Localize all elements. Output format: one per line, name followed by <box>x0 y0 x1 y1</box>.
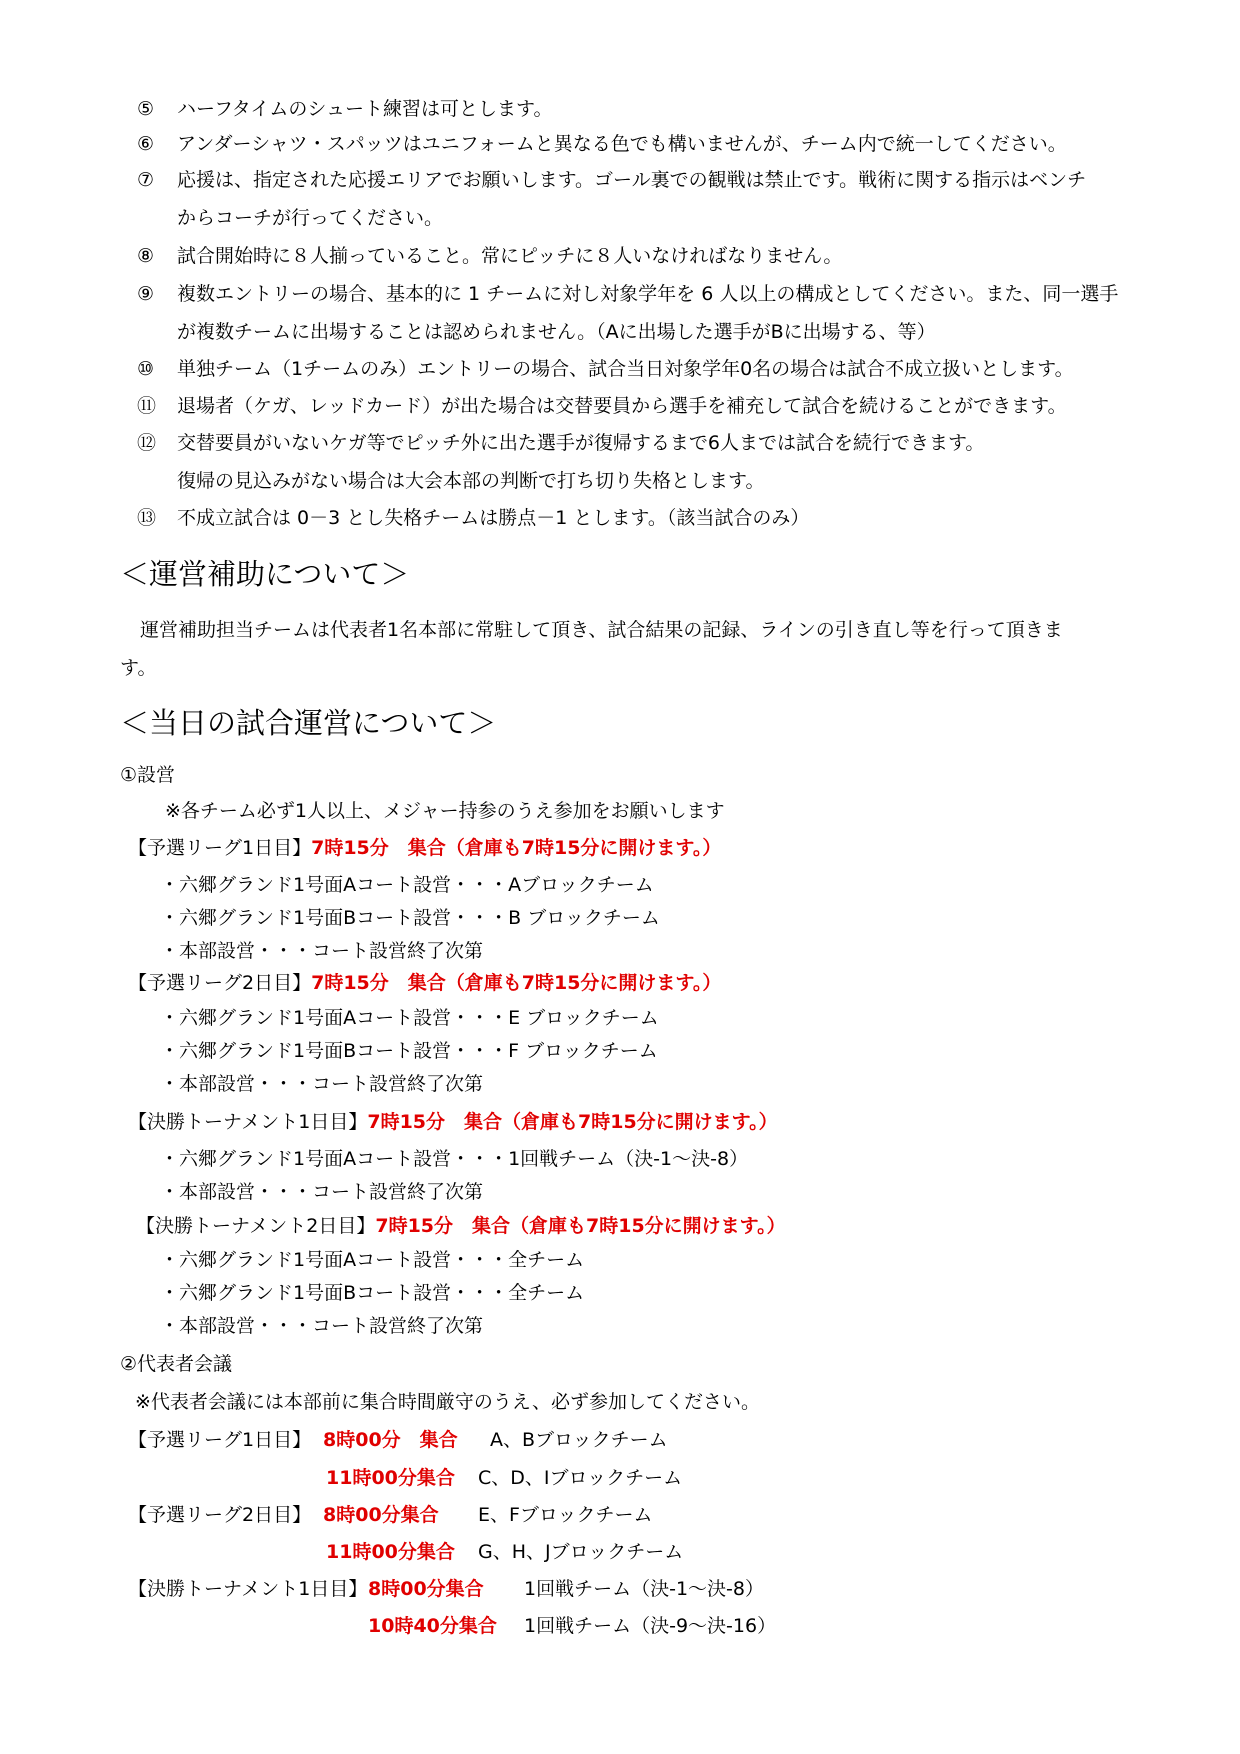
rule-text: 複数エントリーの場合、基本的に 1 チームに対し対象学年を 6 人以上の構成としてください。また、同一選手 <box>177 283 1119 305</box>
block-time: 7時15分 集合（倉庫も7時15分に開けます。） <box>311 837 722 859</box>
rule-text: 単独チーム（1チームのみ）エントリーの場合、試合当日対象学年0名の場合は試合不成立扱いとします。 <box>177 358 1074 380</box>
rule-number: ⑫ <box>137 432 157 454</box>
rule-12 <box>137 431 984 455</box>
setup-item: ・六郷グランド1号面Aコート設営・・・全チーム <box>160 1249 585 1271</box>
setup-item: ・本部設営・・・コート設営終了次第 <box>160 1073 484 1095</box>
meeting-row-teams: G、H、Jブロックチーム <box>478 1541 684 1563</box>
setup-item: ・六郷グランド1号面Aコート設営・・・E ブロックチーム <box>160 1007 659 1029</box>
rule-10 <box>137 357 1074 381</box>
setup-note: ※各チーム必ず1人以上、メジャー持参のうえ参加をお願いします <box>165 800 725 822</box>
meeting-row-label: 【決勝トーナメント1日目】 <box>128 1578 368 1600</box>
rule-number: ⑥ <box>137 133 155 155</box>
rule-8 <box>137 244 842 268</box>
meeting-row-teams: A、Bブロックチーム <box>490 1429 668 1451</box>
rule-9-continued: が複数チームに出場することは認められません。（Aに出場した選手がBに出場する、等） <box>177 321 936 343</box>
meeting-row-label: 【予選リーグ1日目】 <box>128 1429 312 1451</box>
setup-item: ・六郷グランド1号面Bコート設営・・・F ブロックチーム <box>160 1040 658 1062</box>
rule-number: ⑬ <box>137 507 157 529</box>
rule-7-continued: からコーチが行ってください。 <box>177 207 444 229</box>
match-heading: ＜当日の試合運営について＞ <box>120 706 497 740</box>
setup-block-1-header <box>128 836 721 860</box>
meeting-row-time: 8時00分 集合 <box>323 1429 458 1451</box>
meeting-row-time: 11時00分集合 <box>326 1467 455 1489</box>
rule-text: 退場者（ケガ、レッドカード）が出た場合は交替要員から選手を補充して試合を続けることができます。 <box>177 395 1067 417</box>
setup-title: ①設営 <box>120 764 176 786</box>
setup-item: ・本部設営・・・コート設営終了次第 <box>160 940 484 962</box>
setup-block-4-header <box>136 1214 786 1238</box>
rule-7 <box>137 168 1086 192</box>
block-label: 【予選リーグ2日目】 <box>128 972 312 994</box>
rule-number: ⑧ <box>137 245 155 267</box>
rule-6 <box>137 132 1067 156</box>
meeting-row-teams: 1回戦チーム（決-9～決-16） <box>524 1615 777 1637</box>
meeting-row-teams: E、Fブロックチーム <box>478 1504 653 1526</box>
setup-item: ・本部設営・・・コート設営終了次第 <box>160 1315 484 1337</box>
rule-text: 応援は、指定された応援エリアでお願いします。ゴール裏での観戦は禁止です。戦術に関する指示はベンチ <box>177 169 1087 191</box>
setup-item: ・六郷グランド1号面Bコート設営・・・全チーム <box>160 1282 585 1304</box>
block-label: 【決勝トーナメント2日目】 <box>136 1215 376 1237</box>
meeting-row-time: 8時00分集合 <box>368 1578 484 1600</box>
rule-text: 不成立試合は 0－3 とし失格チームは勝点－1 とします。（該当試合のみ） <box>177 507 810 529</box>
rule-12-continued: 復帰の見込みがない場合は大会本部の判断で打ち切り失格とします。 <box>177 470 765 492</box>
setup-item: ・六郷グランド1号面Aコート設営・・・Aブロックチーム <box>160 874 654 896</box>
rule-number: ⑪ <box>137 395 157 417</box>
meeting-row-time: 10時40分集合 <box>368 1615 497 1637</box>
rule-9 <box>137 282 1118 306</box>
setup-item: ・六郷グランド1号面Bコート設営・・・B ブロックチーム <box>160 907 660 929</box>
meeting-row-label: 【予選リーグ2日目】 <box>128 1504 312 1526</box>
rule-text: アンダーシャツ・スパッツはユニフォームと異なる色でも構いませんが、チーム内で統一してください。 <box>177 133 1067 155</box>
rule-number: ⑩ <box>137 358 155 380</box>
rule-text: 試合開始時に８人揃っていること。常にピッチに８人いなければなりません。 <box>177 245 843 267</box>
setup-item: ・本部設営・・・コート設営終了次第 <box>160 1181 484 1203</box>
rule-text: ハーフタイムのシュート練習は可とします。 <box>177 98 553 120</box>
block-label: 【決勝トーナメント1日目】 <box>128 1111 368 1133</box>
block-time: 7時15分 集合（倉庫も7時15分に開けます。） <box>367 1111 778 1133</box>
meeting-row-time: 8時00分集合 <box>323 1504 439 1526</box>
rule-number: ⑨ <box>137 283 155 305</box>
block-time: 7時15分 集合（倉庫も7時15分に開けます。） <box>375 1215 786 1237</box>
block-label: 【予選リーグ1日目】 <box>128 837 312 859</box>
rule-number: ⑦ <box>137 169 155 191</box>
rule-number: ⑤ <box>137 98 155 120</box>
setup-block-3-header <box>128 1110 778 1134</box>
rule-5 <box>137 97 552 121</box>
block-time: 7時15分 集合（倉庫も7時15分に開けます。） <box>311 972 722 994</box>
meeting-row-time: 11時00分集合 <box>326 1541 455 1563</box>
rule-11 <box>137 394 1067 418</box>
setup-item: ・六郷グランド1号面Aコート設営・・・1回戦チーム（決-1～決-8） <box>160 1148 749 1170</box>
setup-block-2-header <box>128 971 721 995</box>
meeting-note: ※代表者会議には本部前に集合時間厳守のうえ、必ず参加してください。 <box>135 1391 761 1413</box>
rule-text: 交替要員がいないケガ等でピッチ外に出た選手が復帰するまで6人までは試合を続行できます。 <box>177 432 985 454</box>
rule-13 <box>137 506 809 530</box>
support-body-line-1: 運営補助担当チームは代表者1名本部に常駐して頂き、試合結果の記録、ラインの引き直し等を行って頂きま <box>140 619 1063 641</box>
support-body-line-2: す。 <box>120 657 157 679</box>
meeting-title: ②代表者会議 <box>120 1353 233 1375</box>
meeting-row-teams: C、D、Iブロックチーム <box>478 1467 683 1489</box>
meeting-row-teams: 1回戦チーム（決-1～決-8） <box>524 1578 764 1600</box>
support-heading: ＜運営補助について＞ <box>120 557 410 591</box>
